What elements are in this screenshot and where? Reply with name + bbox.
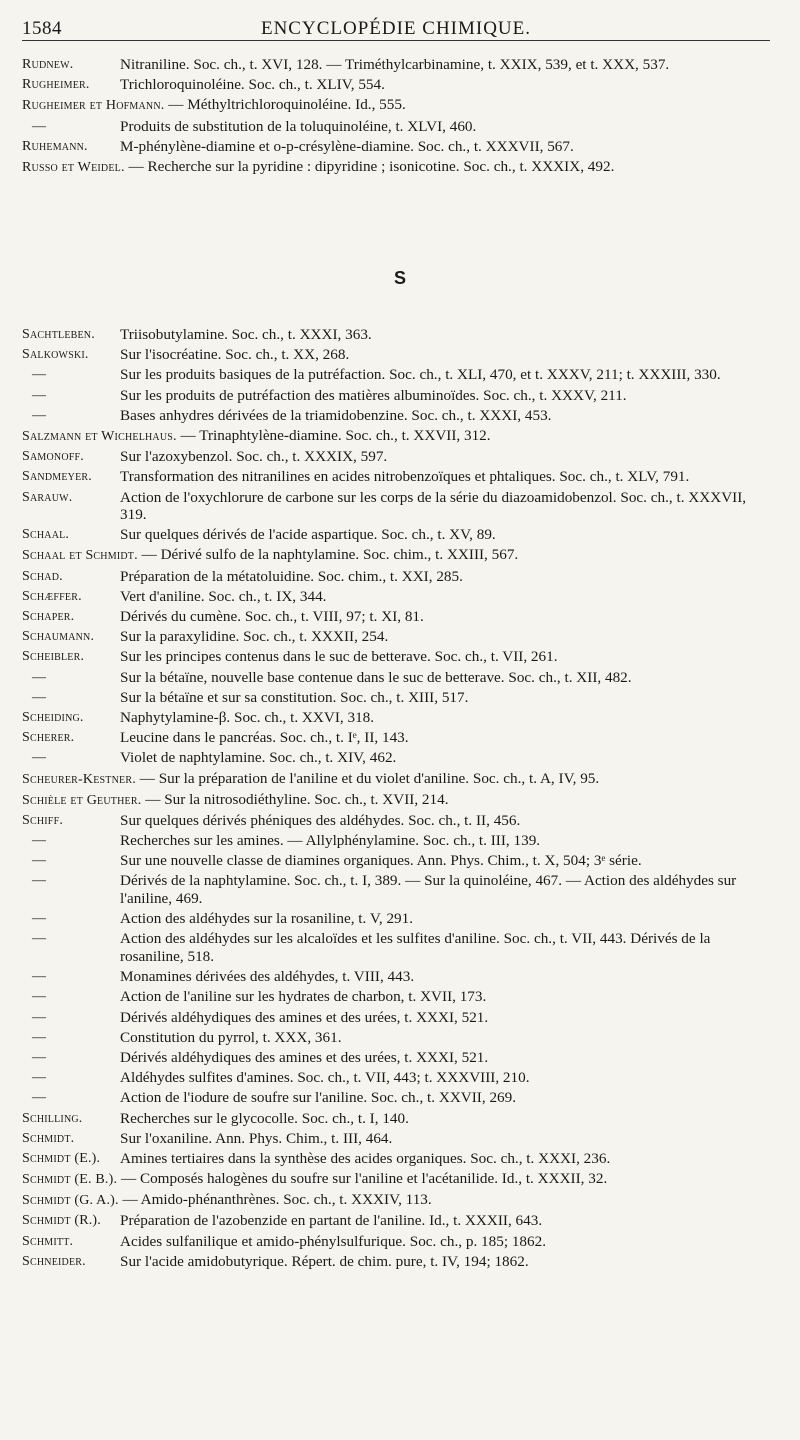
- entry-text: Sur l'azoxybenzol. Soc. ch., t. XXXIX, 597.: [120, 448, 388, 466]
- author-name: Schmitt.: [22, 1233, 74, 1249]
- ditto-dash: —: [32, 853, 47, 869]
- ditto-dash: —: [32, 1070, 47, 1086]
- index-entry: [22, 1049, 782, 1067]
- index-entry: [22, 689, 782, 707]
- index-entry: [22, 1233, 782, 1251]
- entry-text: — Trinaphtylène-diamine. Soc. ch., t. XXVII, 312.: [180, 426, 491, 444]
- index-entry: [22, 1170, 782, 1189]
- index-entry: [22, 968, 782, 986]
- author-name: Salzmann et Wichelhaus.: [22, 428, 177, 444]
- author-name: Schaumann.: [22, 629, 95, 645]
- author-name: Scheibler.: [22, 649, 85, 665]
- ditto-dash: —: [32, 689, 47, 705]
- entry-text: Trichloroquinoléine. Soc. ch., t. XLIV, 554.: [120, 76, 385, 94]
- index-entry: [22, 407, 782, 425]
- entry-text: Sur la bétaïne, nouvelle base contenue dans le suc de betterave. Soc. ch., t. XII, 482.: [120, 668, 632, 686]
- entry-text: Sur les produits de putréfaction des matières albuminoïdes. Soc. ch., t. XXXV, 211.: [120, 386, 627, 404]
- index-entry: [22, 608, 782, 626]
- entries-r: [22, 56, 782, 179]
- author-name: Schièle et Geuther.: [22, 792, 142, 808]
- index-entry: [22, 1191, 782, 1210]
- ditto-dash: —: [32, 1090, 47, 1106]
- entry-text: Action de l'iodure de soufre sur l'aniline. Soc. ch., t. XXVII, 269.: [120, 1089, 517, 1107]
- index-entry: [22, 729, 782, 747]
- entry-text: Sur la bétaïne et sur sa constitution. Soc. ch., t. XIII, 517.: [120, 688, 469, 706]
- author-name: Ruhemann.: [22, 138, 88, 154]
- index-entry: [22, 526, 782, 544]
- index-entry: [22, 1150, 782, 1168]
- author-name: Schmidt (E.).: [22, 1150, 101, 1166]
- ditto-dash: —: [32, 387, 47, 403]
- entry-text: Action de l'aniline sur les hydrates de charbon, t. XVII, 173.: [120, 988, 487, 1006]
- ditto-dash: —: [32, 833, 47, 849]
- entry-text: Produits de substitution de la toluquinoléine, t. XLVI, 460.: [120, 117, 477, 135]
- index-entry: [22, 1089, 782, 1107]
- index-entry: [22, 1130, 782, 1148]
- entry-text: Dérivés de la naphtylamine. Soc. ch., t. I, 389. — Sur la quinoléine, 467. — Action des aldéhydes sur l'aniline, 469.: [120, 872, 737, 908]
- entry-text: Constitution du pyrrol, t. XXX, 361.: [120, 1028, 342, 1046]
- author-name: Sandmeyer.: [22, 469, 92, 485]
- author-name: Schilling.: [22, 1110, 83, 1126]
- ditto-dash: —: [32, 669, 47, 685]
- author-name: Rudnew.: [22, 57, 74, 72]
- entry-text: Amines tertiaires dans la synthèse des acides organiques. Soc. ch., t. XXXI, 236.: [120, 1149, 611, 1167]
- entry-text: Dérivés aldéhydiques des amines et des urées, t. XXXI, 521.: [120, 1008, 489, 1026]
- entry-text: — Sur la nitrosodiéthyline. Soc. ch., t. XVII, 214.: [145, 790, 449, 808]
- entry-text: Bases anhydres dérivées de la triamidobenzine. Soc. ch., t. XXXI, 453.: [120, 406, 552, 424]
- section-letter: S: [393, 268, 406, 288]
- author-name: Schaal et Schmidt.: [22, 548, 138, 564]
- index-entry: [22, 568, 782, 586]
- entry-text: Violet de naphtylamine. Soc. ch., t. XIV, 462.: [120, 749, 397, 767]
- index-entry: [22, 138, 782, 156]
- ditto-dash: —: [32, 911, 47, 927]
- ditto-dash: —: [32, 118, 47, 134]
- index-entry: [22, 832, 782, 850]
- index-entry: [22, 852, 782, 870]
- entry-text: Monamines dérivées des aldéhydes, t. VIII, 443.: [120, 968, 415, 986]
- index-entry: [22, 709, 782, 727]
- ditto-dash: —: [32, 367, 47, 383]
- entry-text: — Dérivé sulfo de la naphtylamine. Soc. chim., t. XXIII, 567.: [141, 546, 519, 564]
- index-entry: [22, 56, 782, 74]
- index-entry: [22, 988, 782, 1006]
- author-name: Russo et Weidel.: [22, 159, 125, 175]
- entry-text: Sur l'isocréatine. Soc. ch., t. XX, 268.: [120, 346, 350, 364]
- entry-text: Transformation des nitranilines en acides nitrobenzoïques et phtaliques. Soc. ch., t. XLV, 791.: [120, 468, 690, 486]
- entry-text: Sur l'acide amidobutyrique. Répert. de chim. pure, t. IV, 194; 1862.: [120, 1252, 529, 1270]
- index-entry: [22, 930, 782, 965]
- ditto-dash: —: [32, 407, 47, 423]
- entry-text: — Recherche sur la pyridine : dipyridine ; isonicotine. Soc. ch., t. XXXIX, 492.: [128, 157, 615, 175]
- ditto-dash: —: [32, 873, 47, 889]
- index-entry: [22, 468, 782, 486]
- author-name: Schmidt.: [22, 1130, 75, 1146]
- index-entry: [22, 366, 782, 384]
- index-entry: [22, 1069, 782, 1087]
- ditto-dash: —: [32, 1029, 47, 1045]
- author-name: Scherer.: [22, 730, 75, 746]
- ditto-dash: —: [32, 989, 47, 1005]
- index-entry: [22, 669, 782, 687]
- entry-text: Dérivés du cumène. Soc. ch., t. VIII, 97; t. XI, 81.: [120, 608, 424, 626]
- entry-text: Sur les produits basiques de la putréfaction. Soc. ch., t. XLI, 470, et t. XXXV, 211; t. XXXIII, 330.: [120, 366, 721, 384]
- author-name: Schad.: [22, 568, 63, 584]
- entry-text: Recherches sur le glycocolle. Soc. ch., t. I, 140.: [120, 1109, 409, 1127]
- entry-text: Dérivés aldéhydiques des amines et des urées, t. XXXI, 521.: [120, 1048, 489, 1066]
- page-header: [22, 10, 770, 41]
- index-entry: [22, 812, 782, 830]
- index-entry: [22, 427, 782, 446]
- entry-text: Aldéhydes sulfites d'amines. Soc. ch., t. VII, 443; t. XXXVIII, 210.: [120, 1069, 530, 1087]
- author-name: Schmidt (R.).: [22, 1213, 101, 1229]
- author-name: Schmidt (E. B.).: [22, 1172, 118, 1188]
- entry-text: Action de l'oxychlorure de carbone sur les corps de la série du diazoamidobenzol. Soc. ch., t. XXXVII, 319.: [120, 488, 747, 524]
- entry-text: Action des aldéhydes sur la rosaniline, t. V, 291.: [120, 910, 414, 928]
- entry-text: — Sur la préparation de l'aniline et du violet d'aniline. Soc. ch., t. A, IV, 95.: [139, 769, 600, 787]
- entry-text: Sur l'oxaniline. Ann. Phys. Chim., t. III, 464.: [120, 1129, 393, 1147]
- entry-text: Préparation de l'azobenzide en partant de l'aniline. Id., t. XXXII, 643.: [120, 1212, 543, 1230]
- index-entry: [22, 118, 782, 136]
- index-entry: [22, 96, 782, 115]
- author-name: Sachtleben.: [22, 327, 95, 342]
- author-name: Sarauw.: [22, 489, 73, 505]
- ditto-dash: —: [32, 750, 47, 766]
- index-entry: [22, 546, 782, 565]
- entry-text: Triisobutylamine. Soc. ch., t. XXXI, 363.: [120, 326, 372, 343]
- index-entry: [22, 770, 782, 789]
- index-entry: [22, 1110, 782, 1128]
- author-name: Schiff.: [22, 812, 64, 828]
- page-number: 1584: [22, 18, 62, 39]
- author-name: Rugheimer.: [22, 77, 90, 93]
- entry-text: Vert d'aniline. Soc. ch., t. IX, 344.: [120, 587, 327, 605]
- running-title: ENCYCLOPÉDIE CHIMIQUE.: [260, 18, 532, 39]
- author-name: Schneider.: [22, 1253, 86, 1269]
- index-entry: [22, 1029, 782, 1047]
- index-entry: [22, 1009, 782, 1027]
- entry-text: Leucine dans le pancréas. Soc. ch., t. Iᵉ, II, 143.: [120, 729, 409, 747]
- index-entry: [22, 910, 782, 928]
- entry-text: — Composés halogènes du soufre sur l'aniline et l'acétanilide. Id., t. XXXII, 32.: [120, 1170, 608, 1188]
- index-entry: [22, 158, 782, 177]
- index-entry: [22, 749, 782, 767]
- entry-text: Sur quelques dérivés phéniques des aldéhydes. Soc. ch., t. II, 456.: [120, 811, 521, 829]
- entries-s: [22, 326, 782, 1273]
- index-entry: [22, 648, 782, 666]
- entry-text: M-phénylène-diamine et o-p-crésylène-diamine. Soc. ch., t. XXXVII, 567.: [120, 137, 574, 155]
- entry-text: Recherches sur les amines. — Allylphénylamine. Soc. ch., t. III, 139.: [120, 832, 541, 850]
- index-entry: [22, 326, 782, 344]
- entry-text: Sur les principes contenus dans le suc de betterave. Soc. ch., t. VII, 261.: [120, 648, 558, 666]
- index-entry: [22, 387, 782, 405]
- author-name: Samonoff.: [22, 449, 84, 465]
- index-entry: [22, 489, 782, 524]
- index-entry: [22, 1212, 782, 1230]
- index-entry: [22, 1253, 782, 1271]
- ditto-dash: —: [32, 1009, 47, 1025]
- index-entry: [22, 76, 782, 94]
- index-entry: [22, 791, 782, 810]
- author-name: Schæffer.: [22, 588, 82, 604]
- index-entry: [22, 448, 782, 466]
- index-entry: [22, 346, 782, 364]
- entry-text: Acides sulfanilique et amido-phénylsulfurique. Soc. ch., p. 185; 1862.: [120, 1232, 547, 1250]
- entry-text: Nitraniline. Soc. ch., t. XVI, 128. — Triméthylcarbinamine, t. XXIX, 539, et t. XXX, 537.: [120, 56, 670, 73]
- author-name: Scheiding.: [22, 709, 84, 725]
- entry-text: — Méthyltrichloroquinoléine. Id., 555.: [168, 96, 406, 114]
- entry-text: Préparation de la métatoluidine. Soc. chim., t. XXI, 285.: [120, 567, 463, 585]
- entry-text: Sur une nouvelle classe de diamines organiques. Ann. Phys. Chim., t. X, 504; 3ᵉ série.: [120, 852, 642, 870]
- ditto-dash: —: [32, 1049, 47, 1065]
- index-entry: [22, 628, 782, 646]
- author-name: Schmidt (G. A.).: [22, 1193, 119, 1209]
- entry-text: Action des aldéhydes sur les alcaloïdes et les sulfites d'aniline. Soc. ch., t. VII, 443. Dérivés de la rosaniline, 518.: [120, 930, 711, 966]
- author-name: Scheurer-Kestner.: [22, 771, 136, 787]
- entry-text: Sur quelques dérivés de l'acide aspartique. Soc. ch., t. XV, 89.: [120, 526, 496, 544]
- index-entry: [22, 588, 782, 606]
- entry-text: — Amido-phénanthrènes. Soc. ch., t. XXXIV, 113.: [122, 1191, 432, 1209]
- index-entry: [22, 872, 782, 907]
- entry-text: Sur la paraxylidine. Soc. ch., t. XXXII, 254.: [120, 628, 389, 646]
- author-name: Salkowski.: [22, 347, 89, 363]
- ditto-dash: —: [32, 931, 47, 947]
- author-name: Rugheimer et Hofmann.: [22, 98, 165, 114]
- author-name: Schaper.: [22, 609, 75, 625]
- entry-text: Naphytylamine-β. Soc. ch., t. XXVI, 318.: [120, 708, 375, 726]
- author-name: Schaal.: [22, 527, 70, 543]
- ditto-dash: —: [32, 969, 47, 985]
